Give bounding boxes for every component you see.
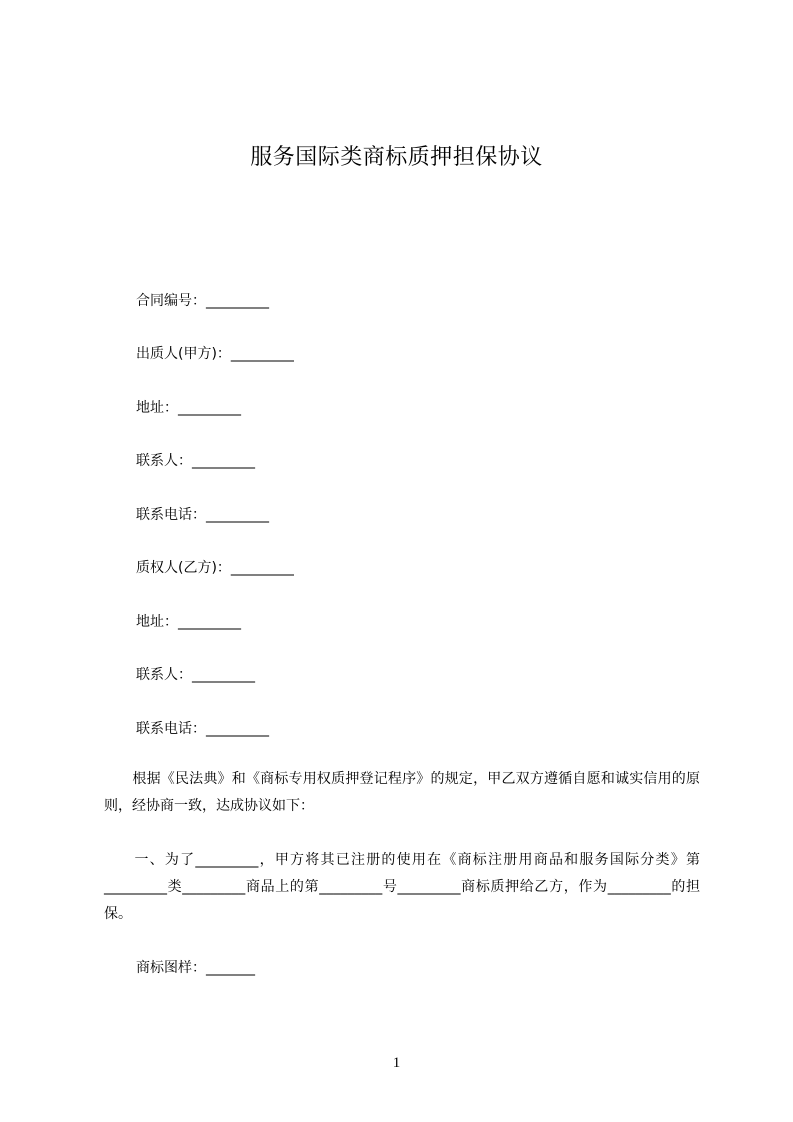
pledgor-contact-field: 联系人：_________: [136, 453, 255, 469]
pledgee-contact-field: 联系人：_________: [136, 667, 255, 683]
pledgor-address-field: 地址：_________: [136, 400, 241, 416]
document-title: 服务国际类商标质押担保协议: [250, 145, 543, 170]
pledgor-field: 出质人(甲方)：_________: [136, 346, 294, 362]
intro-paragraph: 根据《民法典》和《商标专用权质押登记程序》的规定，甲乙双方遵循自愿和诚实信用的原则，经协商一致，达成协议如下：: [104, 771, 700, 814]
pledgor-phone-field: 联系电话：_________: [136, 507, 269, 523]
page-number: 1: [392, 1055, 401, 1071]
clause-1-paragraph: 一、为了_________，甲方将其已注册的使用在《商标注册用商品和服务国际分类》第_________类_________商品上的第_________号_________商标质押给乙方，作为_________的担保。: [104, 852, 700, 922]
trademark-sample-field: 商标图样：_______: [136, 960, 255, 976]
contract-number-field: 合同编号：_________: [136, 293, 269, 309]
pledgee-field: 质权人(乙方)：_________: [136, 560, 294, 576]
pledgee-phone-field: 联系电话：_________: [136, 721, 269, 737]
pledgee-address-field: 地址：_________: [136, 614, 241, 630]
